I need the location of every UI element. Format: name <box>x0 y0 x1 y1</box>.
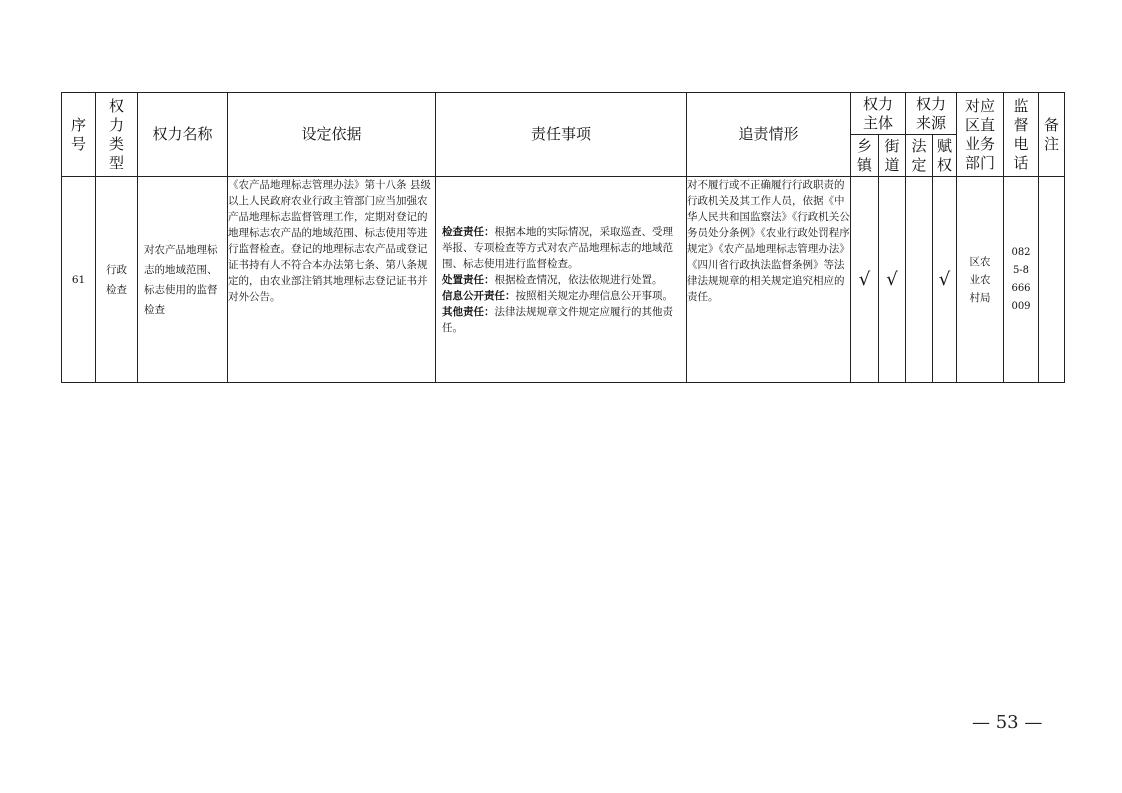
header-power-subject: 权力 主体 <box>851 93 906 135</box>
duty-item: 检查责任：根据本地的实际情况，采取巡查、受理举报、专项检查等方式对农产品地理标志的地域范围、标志使用进行监督检查。 <box>442 225 673 270</box>
header-responsibility: 责任事项 <box>436 93 687 177</box>
cell-department: 区农 业农 村局 <box>957 177 1004 383</box>
header-remark: 备 注 <box>1039 93 1065 177</box>
header-source-granted: 赋 权 <box>933 135 957 177</box>
header-power-name: 权力名称 <box>138 93 228 177</box>
duty-item: 处置责任：根据检查情况，依法依规进行处置。 <box>442 273 663 286</box>
cell-phone: 082 5-8 666 009 <box>1004 177 1039 383</box>
header-accountability: 追责情形 <box>687 93 851 177</box>
duty-item: 信息公开责任：按照相关规定办理信息公开事项。 <box>442 289 673 302</box>
header-department: 对应 区直 业务 部门 <box>957 93 1004 177</box>
header-source-legal: 法 定 <box>906 135 933 177</box>
header-seq: 序 号 <box>62 93 96 177</box>
table-row <box>62 177 1065 383</box>
cell-responsibility <box>436 177 687 383</box>
duty-item: 其他责任：法律法规规章文件规定应履行的其他责任。 <box>442 305 673 334</box>
cell-source-legal <box>906 177 933 383</box>
header-legal-basis: 设定依据 <box>228 93 436 177</box>
header-row-1 <box>62 93 1065 135</box>
cell-power-type: 行政 检查 <box>96 177 138 383</box>
cell-remark <box>1039 177 1065 383</box>
cell-subject-street-check: √ <box>879 177 906 383</box>
header-power-source: 权力 来源 <box>906 93 957 135</box>
cell-power-name: 对农产品地理标志的地域范围、标志使用的监督检查 <box>138 177 228 383</box>
page-number: — 53 — <box>972 712 1043 733</box>
cell-accountability: 对不履行或不正确履行行政职责的行政机关及其工作人员，依据《中华人民共和国监察法》《行政机关公务员处分条例》《农业行政处罚程序规定》《农产品地理标志管理办法》《四川省行政执法监督条例》等法律法规规章的相关规定追究相应的责任。 <box>687 177 851 383</box>
header-power-type: 权 力 类 型 <box>96 93 138 177</box>
cell-source-granted-check: √ <box>933 177 957 383</box>
cell-seq: 61 <box>62 177 96 383</box>
cell-subject-town-check: √ <box>851 177 879 383</box>
header-subject-street: 街 道 <box>879 135 906 177</box>
cell-legal-basis: 《农产品地理标志管理办法》第十八条 县级以上人民政府农业行政主管部门应当加强农产品地理标志监督管理工作，定期对登记的地理标志农产品的地域范围、标志使用等进行监督检查。登记的地理标志农产品或登记证书持有人不符合本办法第七条、第八条规定的，由农业部注销其地理标志登记证书并对外公告。 <box>228 177 436 383</box>
power-list-table <box>61 92 1065 383</box>
header-subject-town: 乡 镇 <box>851 135 879 177</box>
header-phone: 监 督 电 话 <box>1004 93 1039 177</box>
